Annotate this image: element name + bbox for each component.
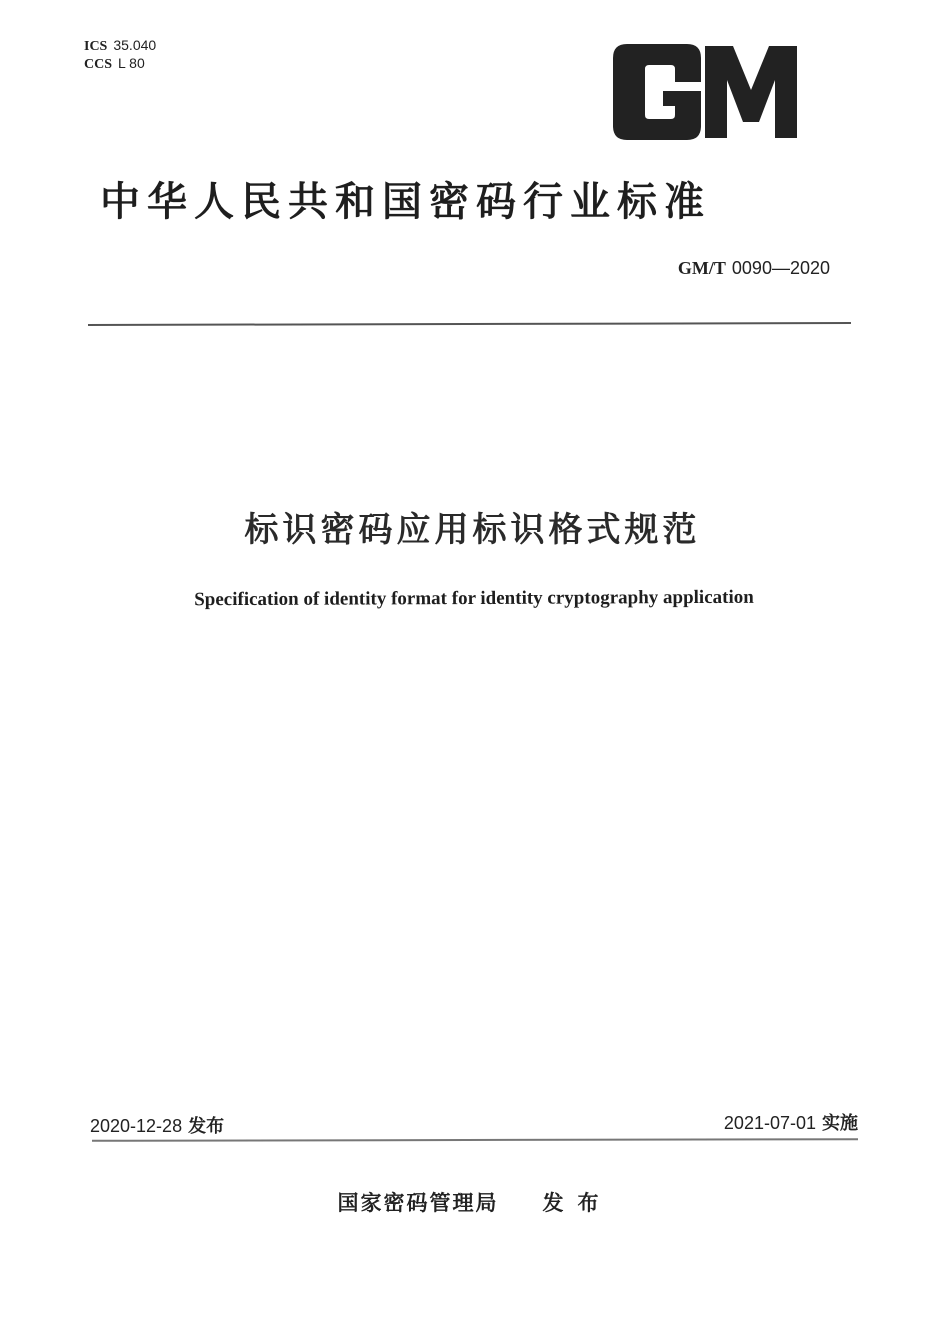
publisher-organization: 国家密码管理局 <box>337 1191 499 1215</box>
ics-line <box>84 37 156 55</box>
publisher-line <box>0 1187 950 1217</box>
implementation-date-block <box>724 1109 858 1135</box>
ccs-line <box>84 55 156 73</box>
gm-logo <box>613 44 798 140</box>
ics-label: ICS <box>84 39 108 54</box>
implementation-date: 2021-07-01 <box>723 1113 816 1133</box>
standard-title: 中华人民共和国密码行业标准 <box>100 179 711 225</box>
header-divider <box>88 322 851 326</box>
document-title-english: Specification of identity format for identity cryptography application <box>194 586 754 611</box>
ics-value: 35.040 <box>113 37 157 53</box>
publisher-action: 发布 <box>542 1191 613 1215</box>
standard-number <box>678 258 830 279</box>
standard-number-value: 0090—2020 <box>731 258 830 278</box>
issue-label: 发布 <box>188 1116 225 1137</box>
standard-number-prefix: GM/T <box>677 258 726 278</box>
footer-divider <box>92 1138 858 1142</box>
ccs-label: CCS <box>84 57 113 72</box>
issue-date: 2020-12-28 <box>90 1116 183 1136</box>
document-title-chinese: 标识密码应用标识格式规范 <box>244 510 701 550</box>
classification-codes <box>84 37 156 73</box>
issue-date-block <box>90 1112 224 1138</box>
implementation-label: 实施 <box>822 1113 858 1134</box>
ccs-value: L 80 <box>118 55 145 71</box>
